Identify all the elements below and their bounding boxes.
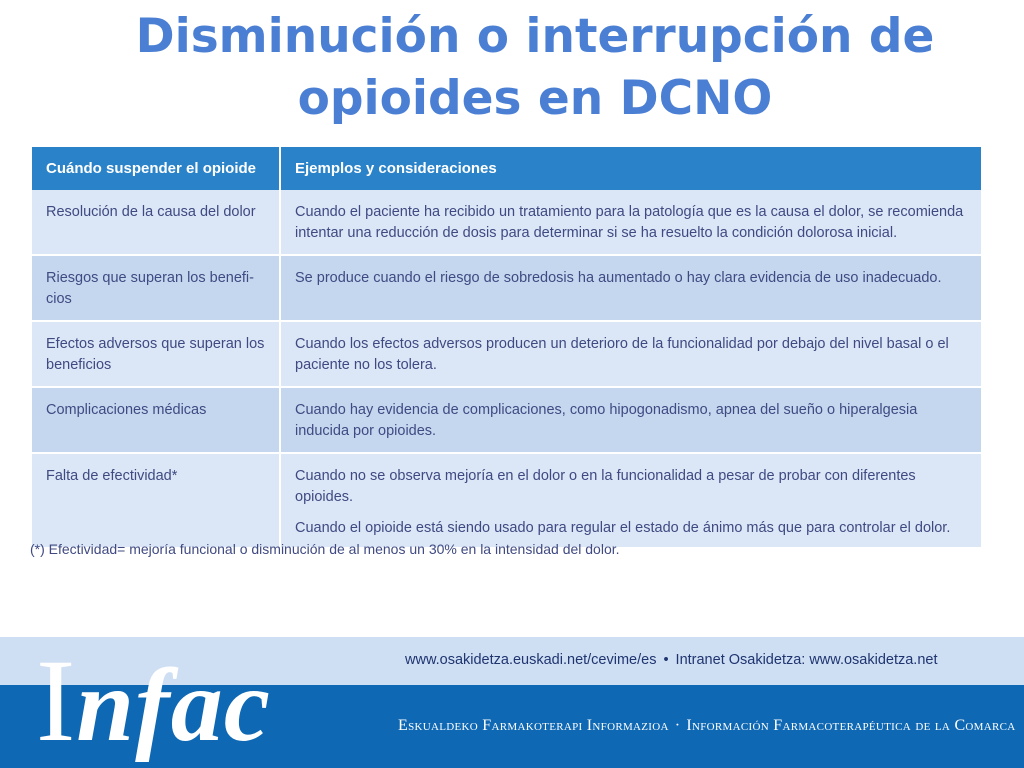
table-row — [32, 387, 981, 453]
logo-rest: nfac — [76, 648, 271, 763]
footer-separator: • — [663, 652, 669, 668]
slide-title — [0, 6, 1024, 130]
footer-tagline — [398, 717, 1016, 735]
cell-examples: Cuando el paciente ha recibido un tratamiento para la patología que es la causa el dolor, se recomienda intentar una reducción de dosis para determinar si se ha resuelto la condición dolorosa inicial. — [280, 190, 981, 255]
example-line: Cuando el opioide está siendo usado para regular el estado de ánimo más que para controlar el dolor. — [295, 520, 951, 536]
table-footnote: (*) Efectividad= mejoría funcional o disminución de al menos un 30% en la intensidad del dolor. — [30, 541, 620, 557]
title-line-1: Disminución o interrupción de — [135, 9, 935, 64]
table-row — [32, 190, 981, 255]
tagline-separator: · — [674, 717, 681, 734]
table-header-row — [32, 147, 981, 190]
footer-banner — [0, 637, 1024, 768]
cevime-link[interactable]: www.osakidetza.euskadi.net/cevime/es — [405, 652, 657, 668]
cell-when: Resolución de la causa del dolor — [32, 190, 280, 255]
cell-when: Riesgos que superan los benefi-cios — [32, 255, 280, 321]
example-line: Cuando no se observa mejoría en el dolor o en la funcionalidad a pesar de probar con diferentes opioides. — [295, 468, 916, 505]
tagline-basque: Eskualdeko Farmakoterapi Informazioa — [398, 717, 669, 734]
tagline-spanish: Información Farmacoterapéutica de la Comarca — [686, 717, 1016, 734]
cell-examples — [280, 453, 981, 548]
cell-when: Falta de efectividad* — [32, 453, 280, 548]
table-row — [32, 255, 981, 321]
opioid-discontinuation-table — [32, 147, 981, 549]
header-examples: Ejemplos y consideraciones — [280, 147, 981, 190]
cell-when: Complicaciones médicas — [32, 387, 280, 453]
cell-when: Efectos adversos que superan los beneficios — [32, 321, 280, 387]
logo-initial: I — [36, 635, 77, 766]
footer-links — [405, 652, 938, 668]
table-row — [32, 453, 981, 548]
cell-examples: Cuando hay evidencia de complicaciones, como hipogonadismo, apnea del sueño o hiperalgesia inducida por opioides. — [280, 387, 981, 453]
cell-examples: Cuando los efectos adversos producen un deterioro de la funcionalidad por debajo del nivel basal o el paciente no los tolera. — [280, 321, 981, 387]
table-row — [32, 321, 981, 387]
title-line-2: opioides en DCNO — [297, 71, 773, 126]
intranet-link[interactable]: Intranet Osakidetza: www.osakidetza.net — [675, 652, 938, 668]
cell-examples: Se produce cuando el riesgo de sobredosis ha aumentado o hay clara evidencia de uso inadecuado. — [280, 255, 981, 321]
header-when: Cuándo suspender el opioide — [32, 147, 280, 190]
infac-logo — [36, 635, 271, 766]
